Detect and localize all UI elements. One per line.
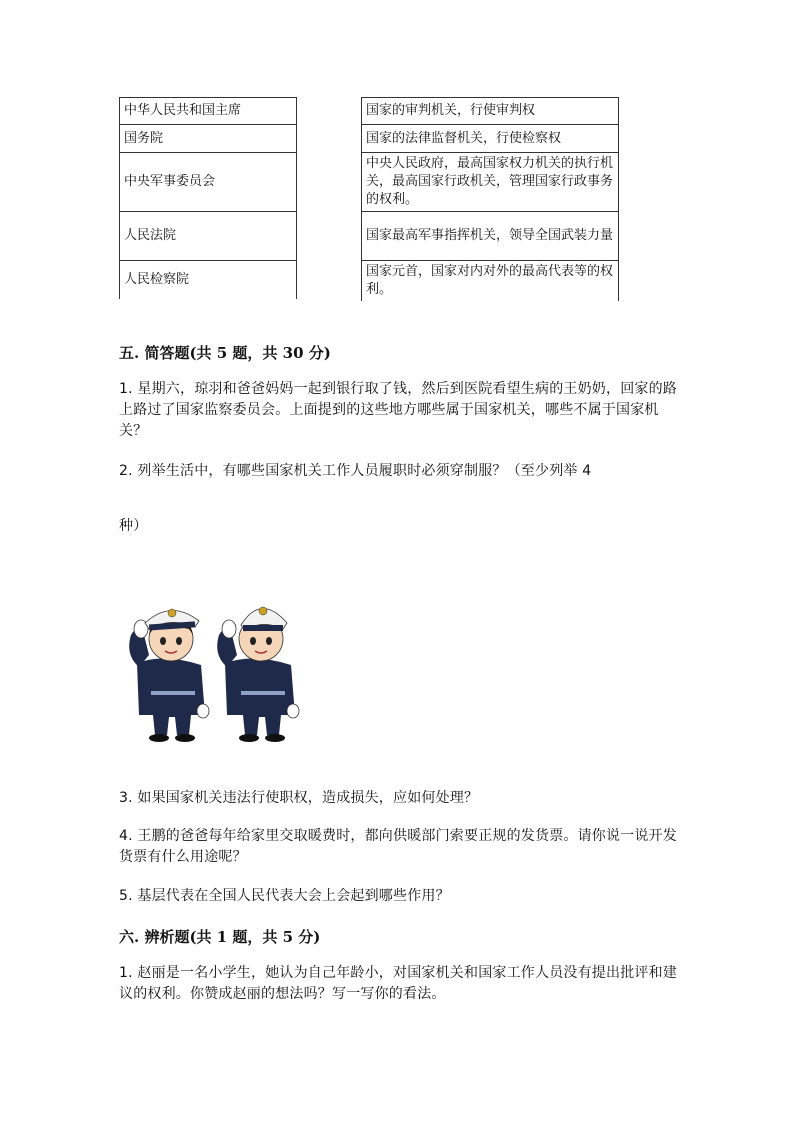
police-officers-icon bbox=[119, 595, 304, 745]
section-5-title: 五. 简答题(共 5 题，共 30 分) bbox=[119, 344, 331, 362]
right-item: 国家最高军事指挥机关，领导全国武装力量 bbox=[362, 212, 619, 261]
question-5-3: 3. 如果国家机关违法行使职权，造成损失，应如何处理？ bbox=[119, 790, 479, 806]
section-6-title: 六. 辨析题(共 1 题，共 5 分) bbox=[119, 928, 321, 946]
left-item: 中央军事委员会 bbox=[120, 153, 297, 212]
match-left-table bbox=[119, 97, 297, 299]
right-item: 国家元首，国家对内对外的最高代表等的权利。 bbox=[362, 261, 619, 302]
right-item: 国家的审判机关，行使审判权 bbox=[362, 98, 619, 125]
question-5-2: 2. 列举生活中，有哪些国家机关工作人员履职时必须穿制服？（至少列举 4 bbox=[119, 463, 592, 479]
question-5-1: 1. 星期六，琼羽和爸爸妈妈一起到银行取了钱，然后到医院看望生病的王奶奶，回家的路上路过了国家监察委员会。上面提到的这些地方哪些属于国家机关，哪些不属于国家机关？ bbox=[119, 381, 678, 439]
question-5-4: 4. 王鹏的爸爸每年给家里交取暖费时，都向供暖部门索要正规的发货票。请你说一说开发货票有什么用途呢？ bbox=[119, 828, 678, 865]
police-officers-illustration bbox=[119, 595, 304, 745]
left-item: 人民检察院 bbox=[120, 261, 297, 300]
match-right-table bbox=[361, 97, 619, 301]
left-item: 中华人民共和国主席 bbox=[120, 98, 297, 125]
left-item: 国务院 bbox=[120, 125, 297, 153]
right-item: 国家的法律监督机关，行使检察权 bbox=[362, 125, 619, 153]
question-6-1: 1. 赵丽是一名小学生，她认为自己年龄小，对国家机关和国家工作人员没有提出批评和建议的权利。你赞成赵丽的想法吗？写一写你的看法。 bbox=[119, 965, 678, 1002]
left-item: 人民法院 bbox=[120, 212, 297, 261]
question-5-5: 5. 基层代表在全国人民代表大会上会起到哪些作用？ bbox=[119, 888, 450, 904]
question-5-2-cont: 种） bbox=[119, 518, 148, 534]
right-item: 中央人民政府，最高国家权力机关的执行机关，最高国家行政机关，管理国家行政事务的权利。 bbox=[362, 153, 619, 212]
